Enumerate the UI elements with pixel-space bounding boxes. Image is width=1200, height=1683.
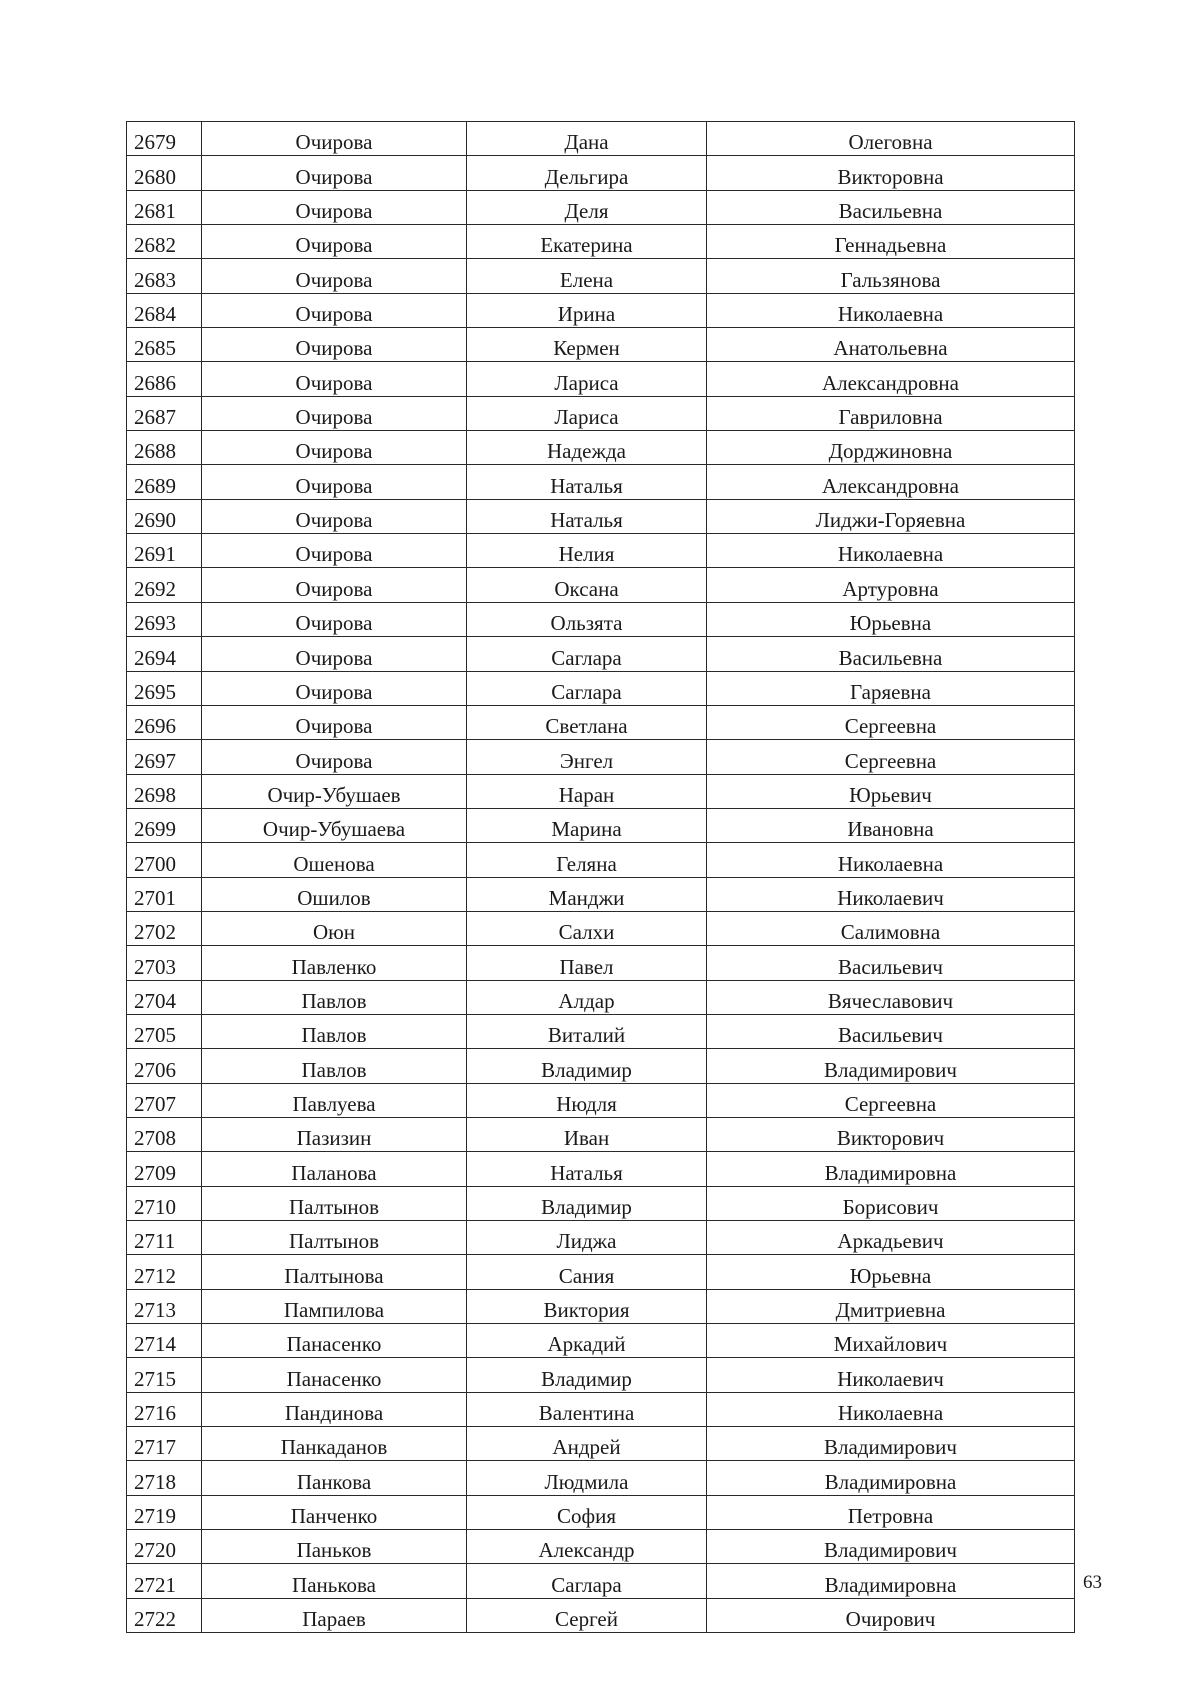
table-row: [127, 705, 1075, 739]
table-row: [127, 122, 1075, 156]
row-number-cell: 2682: [127, 225, 202, 259]
row-number-cell: 2717: [127, 1427, 202, 1461]
patronymic-cell: Васильевич: [707, 946, 1075, 980]
patronymic-cell: Артуровна: [707, 568, 1075, 602]
table-row: [127, 808, 1075, 842]
last-name-cell: Очирова: [202, 568, 467, 602]
patronymic-cell: Очирович: [707, 1598, 1075, 1632]
row-number-cell: 2712: [127, 1255, 202, 1289]
row-number-cell: 2689: [127, 465, 202, 499]
table-row: [127, 1358, 1075, 1392]
last-name-cell: Панасенко: [202, 1358, 467, 1392]
table-row: [127, 843, 1075, 877]
first-name-cell: Людмила: [467, 1461, 707, 1495]
first-name-cell: Наран: [467, 774, 707, 808]
table-row: [127, 1392, 1075, 1426]
first-name-cell: София: [467, 1495, 707, 1529]
row-number-cell: 2680: [127, 156, 202, 190]
row-number-cell: 2719: [127, 1495, 202, 1529]
row-number-cell: 2721: [127, 1564, 202, 1598]
last-name-cell: Панкова: [202, 1461, 467, 1495]
last-name-cell: Очирова: [202, 740, 467, 774]
first-name-cell: Наталья: [467, 465, 707, 499]
first-name-cell: Деля: [467, 190, 707, 224]
table-row: [127, 911, 1075, 945]
row-number-cell: 2690: [127, 499, 202, 533]
first-name-cell: Нелия: [467, 534, 707, 568]
row-number-cell: 2693: [127, 602, 202, 636]
table-row: [127, 396, 1075, 430]
row-number-cell: 2698: [127, 774, 202, 808]
patronymic-cell: Александровна: [707, 465, 1075, 499]
first-name-cell: Павел: [467, 946, 707, 980]
patronymic-cell: Олеговна: [707, 122, 1075, 156]
first-name-cell: Марина: [467, 808, 707, 842]
patronymic-cell: Александровна: [707, 362, 1075, 396]
first-name-cell: Елена: [467, 259, 707, 293]
table-row: [127, 1495, 1075, 1529]
last-name-cell: Очирова: [202, 293, 467, 327]
table-row: [127, 1289, 1075, 1323]
patronymic-cell: Николаевна: [707, 843, 1075, 877]
first-name-cell: Аркадий: [467, 1324, 707, 1358]
table-row: [127, 1117, 1075, 1151]
table-row: [127, 774, 1075, 808]
row-number-cell: 2718: [127, 1461, 202, 1495]
table-row: [127, 1324, 1075, 1358]
first-name-cell: Геляна: [467, 843, 707, 877]
patronymic-cell: Владимировна: [707, 1564, 1075, 1598]
last-name-cell: Очирова: [202, 637, 467, 671]
patronymic-cell: Лиджи-Горяевна: [707, 499, 1075, 533]
row-number-cell: 2683: [127, 259, 202, 293]
patronymic-cell: Владимирович: [707, 1049, 1075, 1083]
table-row: [127, 946, 1075, 980]
first-name-cell: Лиджа: [467, 1221, 707, 1255]
patronymic-cell: Гальзянова: [707, 259, 1075, 293]
first-name-cell: Саглара: [467, 671, 707, 705]
table-row: [127, 190, 1075, 224]
first-name-cell: Саглара: [467, 1564, 707, 1598]
row-number-cell: 2685: [127, 328, 202, 362]
last-name-cell: Очир-Убушаев: [202, 774, 467, 808]
table-row: [127, 980, 1075, 1014]
last-name-cell: Павлов: [202, 1049, 467, 1083]
first-name-cell: Владимир: [467, 1186, 707, 1220]
patronymic-cell: Васильевна: [707, 637, 1075, 671]
row-number-cell: 2720: [127, 1530, 202, 1564]
patronymic-cell: Дорджиновна: [707, 431, 1075, 465]
last-name-cell: Павлуева: [202, 1083, 467, 1117]
last-name-cell: Пампилова: [202, 1289, 467, 1323]
first-name-cell: Владимир: [467, 1049, 707, 1083]
patronymic-cell: Владимирович: [707, 1427, 1075, 1461]
first-name-cell: Наталья: [467, 499, 707, 533]
patronymic-cell: Аркадьевич: [707, 1221, 1075, 1255]
row-number-cell: 2679: [127, 122, 202, 156]
first-name-cell: Кермен: [467, 328, 707, 362]
last-name-cell: Панасенко: [202, 1324, 467, 1358]
first-name-cell: Дельгира: [467, 156, 707, 190]
row-number-cell: 2687: [127, 396, 202, 430]
table-row: [127, 1083, 1075, 1117]
first-name-cell: Салхи: [467, 911, 707, 945]
last-name-cell: Очирова: [202, 362, 467, 396]
table-row: [127, 156, 1075, 190]
patronymic-cell: Анатольевна: [707, 328, 1075, 362]
first-name-cell: Виктория: [467, 1289, 707, 1323]
table-row: [127, 328, 1075, 362]
first-name-cell: Саглара: [467, 637, 707, 671]
first-name-cell: Иван: [467, 1117, 707, 1151]
patronymic-cell: Юрьевна: [707, 602, 1075, 636]
last-name-cell: Очирова: [202, 122, 467, 156]
patronymic-cell: Михайлович: [707, 1324, 1075, 1358]
table-row: [127, 1221, 1075, 1255]
first-name-cell: Сания: [467, 1255, 707, 1289]
last-name-cell: Ошенова: [202, 843, 467, 877]
last-name-cell: Очирова: [202, 328, 467, 362]
last-name-cell: Очир-Убушаева: [202, 808, 467, 842]
last-name-cell: Панкаданов: [202, 1427, 467, 1461]
first-name-cell: Оксана: [467, 568, 707, 602]
row-number-cell: 2714: [127, 1324, 202, 1358]
row-number-cell: 2711: [127, 1221, 202, 1255]
row-number-cell: 2715: [127, 1358, 202, 1392]
table-row: [127, 637, 1075, 671]
last-name-cell: Оюн: [202, 911, 467, 945]
patronymic-cell: Борисович: [707, 1186, 1075, 1220]
last-name-cell: Паланова: [202, 1152, 467, 1186]
patronymic-cell: Сергеевна: [707, 740, 1075, 774]
table-row: [127, 1152, 1075, 1186]
table-row: [127, 1014, 1075, 1048]
last-name-cell: Павленко: [202, 946, 467, 980]
patronymic-cell: Дмитриевна: [707, 1289, 1075, 1323]
first-name-cell: Андрей: [467, 1427, 707, 1461]
patronymic-cell: Васильевна: [707, 190, 1075, 224]
row-number-cell: 2701: [127, 877, 202, 911]
table-row: [127, 293, 1075, 327]
row-number-cell: 2695: [127, 671, 202, 705]
first-name-cell: Светлана: [467, 705, 707, 739]
patronymic-cell: Николаевна: [707, 293, 1075, 327]
row-number-cell: 2692: [127, 568, 202, 602]
first-name-cell: Ирина: [467, 293, 707, 327]
row-number-cell: 2707: [127, 1083, 202, 1117]
row-number-cell: 2686: [127, 362, 202, 396]
patronymic-cell: Гавриловна: [707, 396, 1075, 430]
table-row: [127, 568, 1075, 602]
patronymic-cell: Владимировна: [707, 1461, 1075, 1495]
patronymic-cell: Вячеславович: [707, 980, 1075, 1014]
patronymic-cell: Гаряевна: [707, 671, 1075, 705]
last-name-cell: Очирова: [202, 499, 467, 533]
table-row: [127, 1255, 1075, 1289]
table-row: [127, 465, 1075, 499]
last-name-cell: Очирова: [202, 705, 467, 739]
first-name-cell: Владимир: [467, 1358, 707, 1392]
last-name-cell: Павлов: [202, 980, 467, 1014]
row-number-cell: 2699: [127, 808, 202, 842]
last-name-cell: Очирова: [202, 431, 467, 465]
last-name-cell: Паньков: [202, 1530, 467, 1564]
last-name-cell: Пазизин: [202, 1117, 467, 1151]
patronymic-cell: Викторовна: [707, 156, 1075, 190]
first-name-cell: Лариса: [467, 362, 707, 396]
first-name-cell: Сергей: [467, 1598, 707, 1632]
patronymic-cell: Геннадьевна: [707, 225, 1075, 259]
row-number-cell: 2681: [127, 190, 202, 224]
row-number-cell: 2684: [127, 293, 202, 327]
patronymic-cell: Владимирович: [707, 1530, 1075, 1564]
patronymic-cell: Васильевич: [707, 1014, 1075, 1048]
last-name-cell: Очирова: [202, 396, 467, 430]
last-name-cell: Очирова: [202, 190, 467, 224]
row-number-cell: 2708: [127, 1117, 202, 1151]
table-row: [127, 1049, 1075, 1083]
patronymic-cell: Владимировна: [707, 1152, 1075, 1186]
last-name-cell: Павлов: [202, 1014, 467, 1048]
last-name-cell: Панькова: [202, 1564, 467, 1598]
first-name-cell: Надежда: [467, 431, 707, 465]
last-name-cell: Палтынов: [202, 1186, 467, 1220]
first-name-cell: Александр: [467, 1530, 707, 1564]
last-name-cell: Пандинова: [202, 1392, 467, 1426]
first-name-cell: Лариса: [467, 396, 707, 430]
first-name-cell: Наталья: [467, 1152, 707, 1186]
page-number: 63: [1083, 1572, 1102, 1593]
table-row: [127, 431, 1075, 465]
patronymic-cell: Николаевич: [707, 1358, 1075, 1392]
patronymic-cell: Сергеевна: [707, 705, 1075, 739]
first-name-cell: Екатерина: [467, 225, 707, 259]
last-name-cell: Параев: [202, 1598, 467, 1632]
row-number-cell: 2713: [127, 1289, 202, 1323]
first-name-cell: Энгел: [467, 740, 707, 774]
table-row: [127, 1461, 1075, 1495]
patronymic-cell: Николаевна: [707, 1392, 1075, 1426]
table-row: [127, 1427, 1075, 1461]
last-name-cell: Панченко: [202, 1495, 467, 1529]
first-name-cell: Дана: [467, 122, 707, 156]
first-name-cell: Нюдля: [467, 1083, 707, 1117]
table-row: [127, 1564, 1075, 1598]
patronymic-cell: Петровна: [707, 1495, 1075, 1529]
row-number-cell: 2706: [127, 1049, 202, 1083]
patronymic-cell: Сергеевна: [707, 1083, 1075, 1117]
patronymic-cell: Юрьевич: [707, 774, 1075, 808]
last-name-cell: Очирова: [202, 465, 467, 499]
table-row: [127, 1186, 1075, 1220]
row-number-cell: 2691: [127, 534, 202, 568]
table-row: [127, 534, 1075, 568]
first-name-cell: Манджи: [467, 877, 707, 911]
names-table: [126, 121, 1075, 1633]
patronymic-cell: Юрьевна: [707, 1255, 1075, 1289]
row-number-cell: 2703: [127, 946, 202, 980]
last-name-cell: Очирова: [202, 602, 467, 636]
row-number-cell: 2702: [127, 911, 202, 945]
last-name-cell: Очирова: [202, 259, 467, 293]
row-number-cell: 2710: [127, 1186, 202, 1220]
table-row: [127, 225, 1075, 259]
first-name-cell: Ользята: [467, 602, 707, 636]
row-number-cell: 2704: [127, 980, 202, 1014]
last-name-cell: Ошилов: [202, 877, 467, 911]
last-name-cell: Очирова: [202, 156, 467, 190]
table-row: [127, 671, 1075, 705]
table-row: [127, 259, 1075, 293]
row-number-cell: 2705: [127, 1014, 202, 1048]
row-number-cell: 2709: [127, 1152, 202, 1186]
table-row: [127, 602, 1075, 636]
last-name-cell: Очирова: [202, 671, 467, 705]
row-number-cell: 2688: [127, 431, 202, 465]
patronymic-cell: Викторович: [707, 1117, 1075, 1151]
table-row: [127, 1530, 1075, 1564]
row-number-cell: 2700: [127, 843, 202, 877]
first-name-cell: Валентина: [467, 1392, 707, 1426]
last-name-cell: Палтынов: [202, 1221, 467, 1255]
table-row: [127, 499, 1075, 533]
row-number-cell: 2696: [127, 705, 202, 739]
last-name-cell: Очирова: [202, 225, 467, 259]
table-row: [127, 740, 1075, 774]
row-number-cell: 2697: [127, 740, 202, 774]
row-number-cell: 2716: [127, 1392, 202, 1426]
first-name-cell: Виталий: [467, 1014, 707, 1048]
patronymic-cell: Салимовна: [707, 911, 1075, 945]
patronymic-cell: Николаевна: [707, 534, 1075, 568]
last-name-cell: Очирова: [202, 534, 467, 568]
row-number-cell: 2694: [127, 637, 202, 671]
patronymic-cell: Николаевич: [707, 877, 1075, 911]
names-table-body: [127, 122, 1075, 1633]
table-row: [127, 362, 1075, 396]
first-name-cell: Алдар: [467, 980, 707, 1014]
table-row: [127, 1598, 1075, 1632]
table-row: [127, 877, 1075, 911]
last-name-cell: Палтынова: [202, 1255, 467, 1289]
patronymic-cell: Ивановна: [707, 808, 1075, 842]
row-number-cell: 2722: [127, 1598, 202, 1632]
